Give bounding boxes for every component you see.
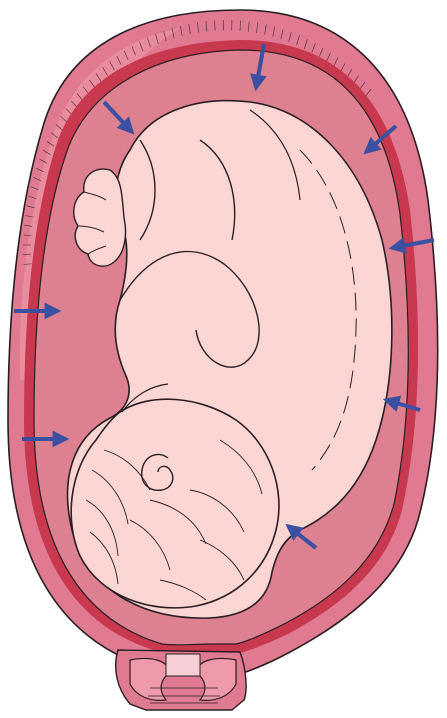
fetus-head — [71, 399, 279, 608]
cervix — [116, 650, 246, 710]
cervical-canal — [166, 654, 200, 676]
